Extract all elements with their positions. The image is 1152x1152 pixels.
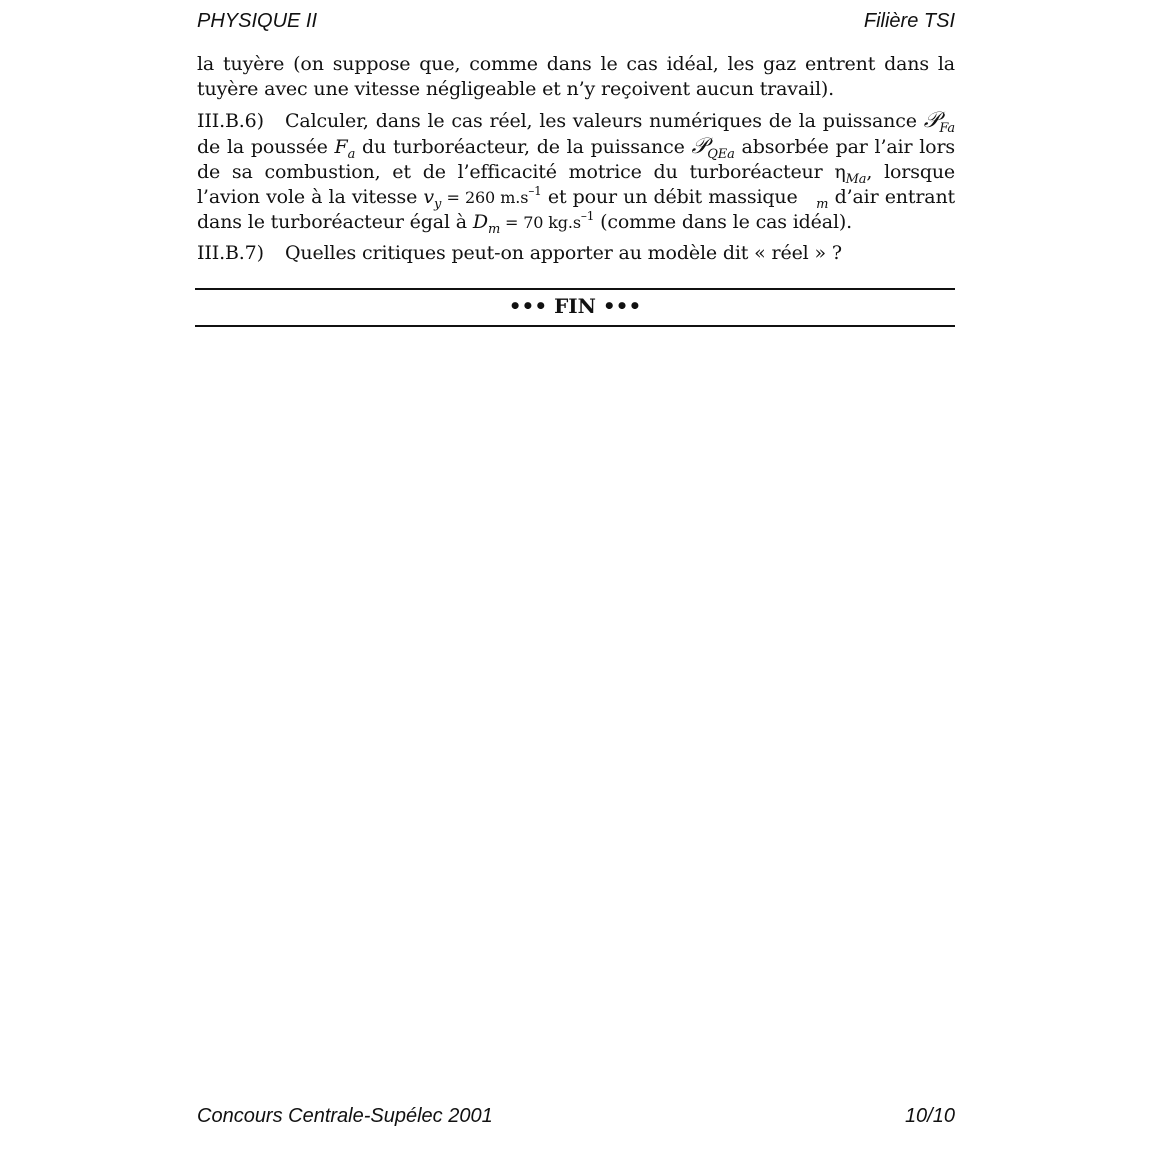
eta-subscript: Ma [845, 172, 867, 187]
power-symbol: 𝒫 [923, 108, 940, 133]
q6-text-3: du turboréacteur, de la puissance [362, 136, 685, 158]
equals-sign-2: = [500, 213, 524, 232]
footer-exam: Concours Centrale-Supélec 2001 [197, 1105, 493, 1127]
eta-symbol: η [834, 161, 846, 183]
equals-sign-1: = [441, 188, 465, 207]
end-mark: ••• FIN ••• [508, 294, 642, 318]
bottom-rule [195, 325, 955, 327]
question-number: III.B.6) [197, 110, 264, 132]
power-subscript-qea: QEa [707, 147, 735, 162]
q6-text-8: (comme dans le cas idéal). [600, 211, 853, 233]
thrust-subscript: a [347, 147, 356, 162]
question-III-B-6 [197, 108, 955, 235]
question-III-B-7 [197, 241, 955, 266]
power-symbol-2: 𝒫 [691, 134, 708, 159]
q6-text-6: et pour un débit massique [547, 186, 798, 208]
q6-text-1: Calculer, dans le cas réel, les valeurs numériques de la puissance [285, 110, 917, 132]
header-track: Filière TSI [863, 10, 955, 32]
top-rule [195, 288, 955, 290]
header-subject: PHYSIQUE II [197, 10, 318, 32]
power-subscript-fa: Fa [939, 121, 955, 136]
question-number-7: III.B.7) [197, 242, 264, 264]
speed-value: 260 m.s [464, 188, 529, 207]
velocity-subscript: y [434, 197, 442, 212]
page-header [197, 10, 955, 33]
q7-text: Quelles critiques peut-on apporter au modèle dit « réel » ? [285, 242, 842, 264]
flow-exponent: –1 [580, 209, 595, 223]
speed-exponent: –1 [528, 184, 542, 198]
paragraph-continuation: la tuyère (on suppose que, comme dans le cas idéal, les gaz entrent dans la tuyère avec une vitesse négligeable et n’y reçoivent aucun travail). [197, 53, 955, 100]
document-body [197, 52, 955, 272]
page-number: 10/10 [904, 1105, 955, 1127]
flow-value: 70 kg.s [523, 213, 581, 232]
q6-text-2: de la poussée [197, 136, 328, 158]
page-footer [197, 1105, 955, 1128]
velocity-symbol: v [423, 186, 435, 208]
mass-flow-subscript: m [816, 197, 829, 212]
q6-text-5: , lorsque l’avion vole à la vitesse [197, 161, 956, 208]
q6-text-4: absorbée par l’air lors de sa combustion, et de l’efficacité motrice du turboréacteur [197, 136, 955, 183]
flow-symbol: D [472, 211, 488, 233]
flow-subscript: m [487, 222, 501, 237]
thrust-symbol: F [334, 136, 348, 158]
q6-text-7: d’air entrant dans le turboréacteur égal à [197, 186, 956, 233]
